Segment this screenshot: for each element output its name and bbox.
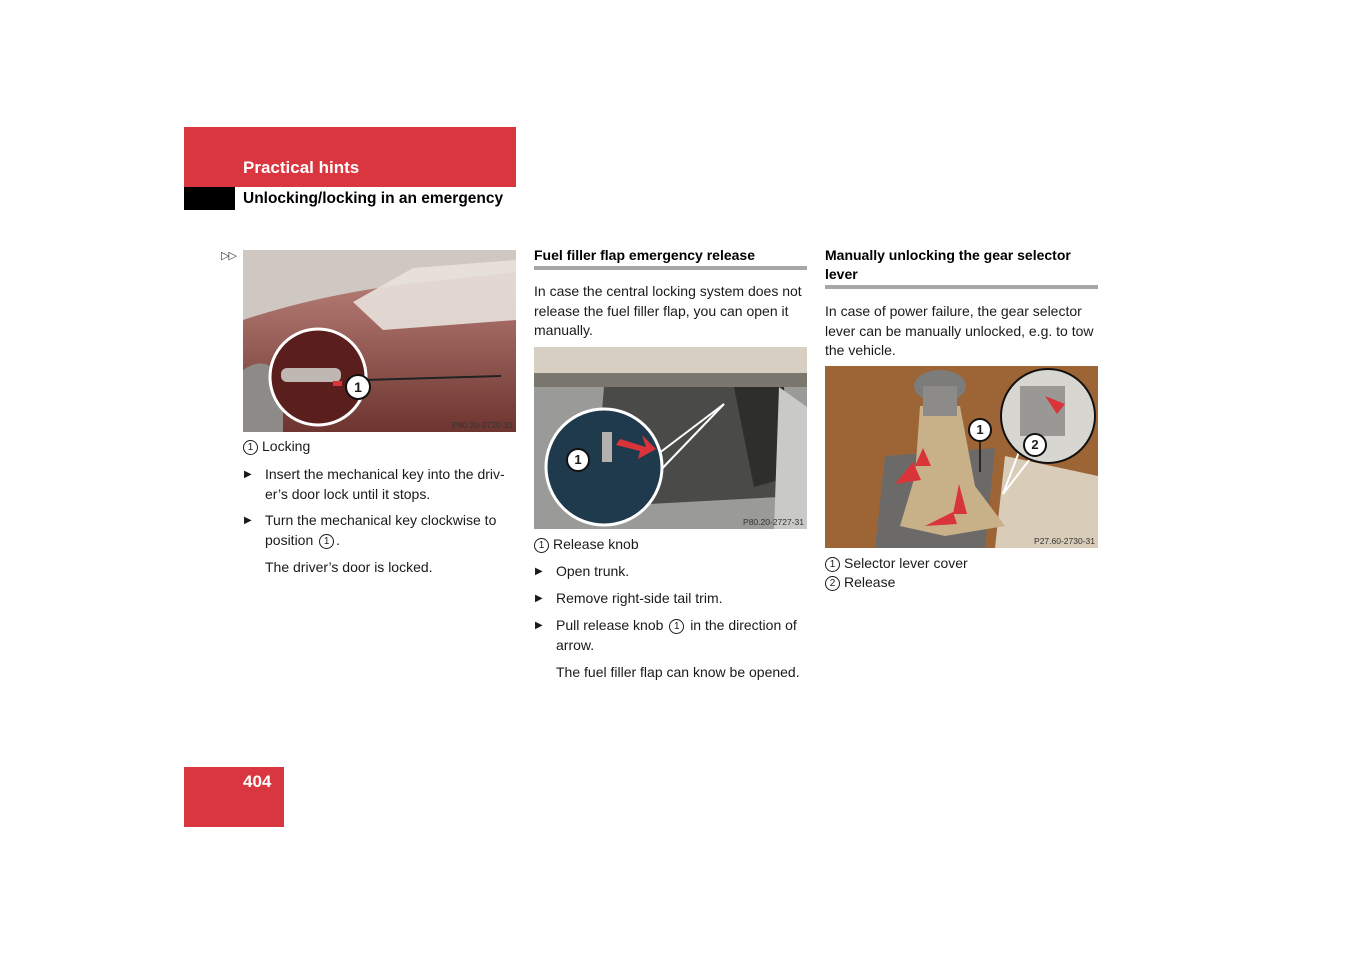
- legend-item: [825, 573, 1098, 593]
- legend-text: Release: [844, 574, 896, 590]
- figure-callout: 2: [1023, 433, 1047, 457]
- step-text-part: in the direction of arrow.: [556, 617, 797, 653]
- intro-text: In case the central locking system does not release the fuel filler flap, you can open it manually.: [534, 283, 802, 338]
- legend-number: 1: [825, 557, 840, 572]
- heading-rule: [825, 285, 1098, 289]
- figure-code: P80.20-2720-31: [452, 420, 513, 430]
- figure-callout: 1: [566, 448, 590, 472]
- bullet-arrow-icon: ▶: [244, 469, 252, 480]
- legend-number: 2: [825, 576, 840, 591]
- step-text-part: .: [336, 531, 341, 548]
- figure-code: P80.20-2727-31: [743, 517, 804, 527]
- bullet-arrow-icon: ▶: [535, 566, 543, 577]
- bullet-arrow-icon: ▶: [244, 515, 252, 526]
- result-text: The driver’s door is locked.: [265, 559, 433, 575]
- bullet-arrow-icon: ▶: [535, 620, 543, 631]
- column-heading: Manually unlocking the gear selector lever: [825, 247, 1071, 282]
- header-band: [184, 127, 516, 187]
- legend-number: 1: [534, 538, 549, 553]
- legend-number: 1: [243, 440, 258, 455]
- heading-rule: [534, 266, 807, 270]
- bullet-arrow-icon: ▶: [535, 593, 543, 604]
- inline-number: 1: [319, 534, 334, 549]
- step-text-part: Pull release knob: [556, 617, 664, 633]
- legend-text: Release knob: [553, 536, 639, 552]
- page-number: 404: [243, 772, 272, 791]
- legend-item: [825, 554, 1098, 574]
- figure-trunk: [534, 347, 807, 529]
- legend-item: [534, 535, 807, 555]
- header-tab-marker: [184, 187, 235, 210]
- page-subtitle: Unlocking/locking in an emergency: [243, 190, 504, 207]
- step-text: Open trunk.: [556, 563, 630, 579]
- inline-number: 1: [669, 619, 684, 634]
- result-text: The fuel filler flap can know be opened.: [556, 664, 800, 680]
- figure-callout: 1: [968, 418, 992, 442]
- legend-text: Selector lever cover: [844, 555, 968, 571]
- step-text: [265, 511, 518, 550]
- column-heading: Fuel filler flap emergency release: [534, 247, 755, 263]
- figure-door-lock: [243, 250, 516, 432]
- step-text: [556, 616, 809, 655]
- step-text: Remove right-side tail trim.: [556, 590, 723, 606]
- figure-gear-selector: [825, 366, 1098, 548]
- legend-item: [243, 437, 516, 457]
- figure-code: P27.60-2730-31: [1034, 536, 1095, 546]
- step-text-part: Turn the mechanical key clockwise to position: [265, 512, 497, 548]
- legend-text: Locking: [262, 438, 311, 454]
- figure-callout: 1: [345, 374, 371, 400]
- continued-marker: ▷▷: [221, 250, 236, 262]
- step-text: Insert the mechanical key into the driv-er’s door lock until it stops.: [265, 466, 505, 502]
- section-title: Practical hints: [243, 158, 360, 177]
- intro-text: In case of power failure, the gear selector lever can be manually unlocked, e.g. to tow the vehicle.: [825, 303, 1094, 358]
